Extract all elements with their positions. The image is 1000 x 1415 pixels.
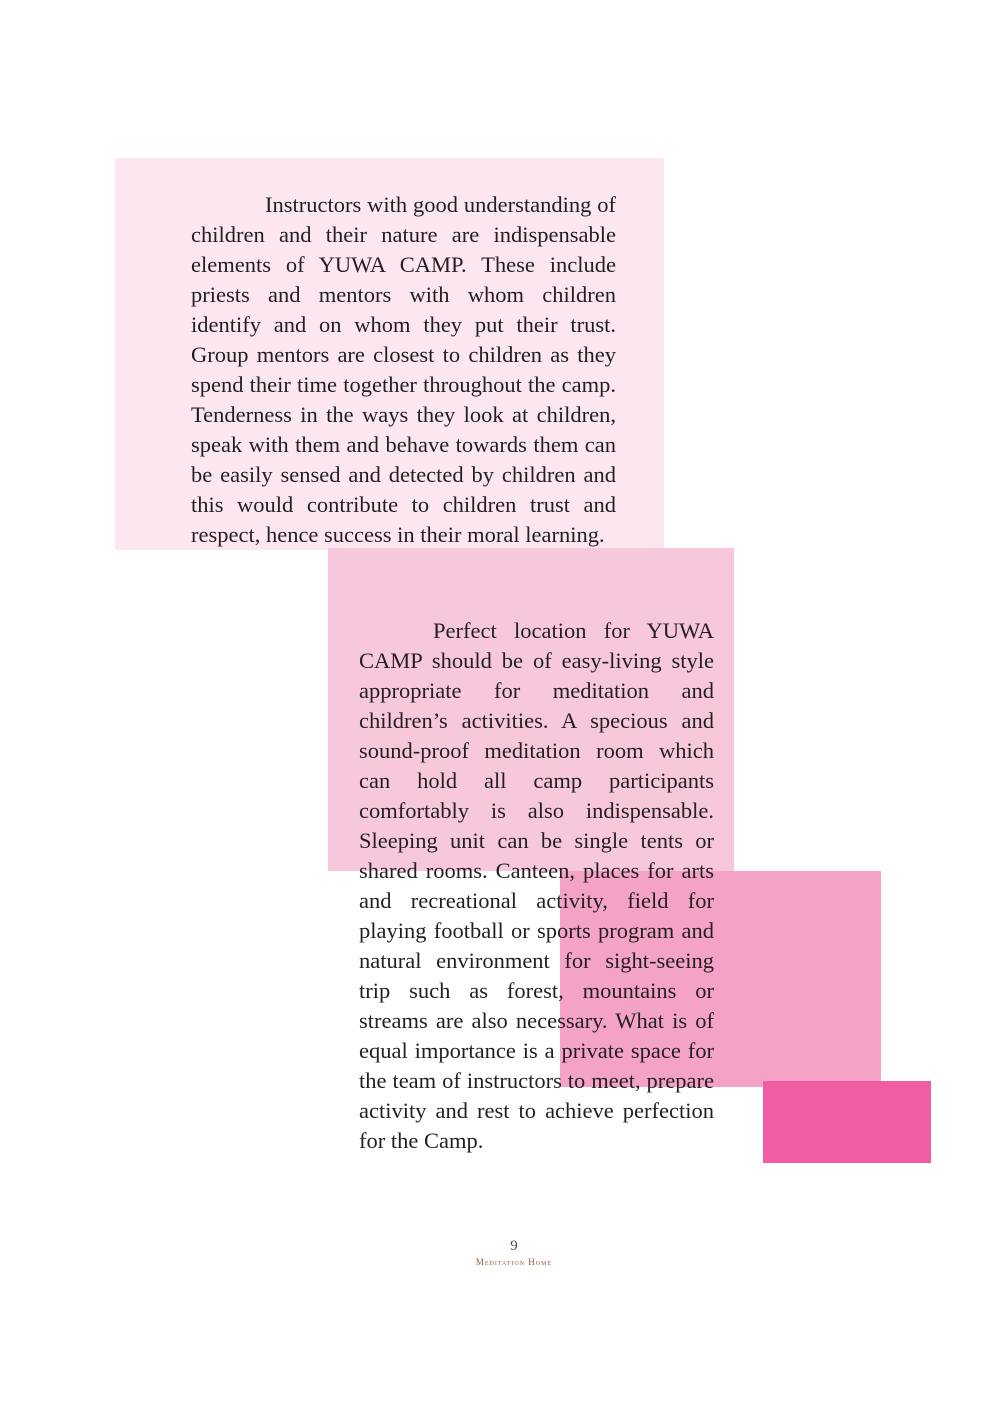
footer-title: Meditation Home bbox=[475, 1257, 553, 1267]
decorative-pink-block-4 bbox=[763, 1081, 931, 1163]
page-number: 9 bbox=[510, 1238, 518, 1254]
paragraph-instructors: Instructors with good understanding of children and their nature are indispensable elements of YUWA CAMP. These include priests and mentors with whom children identify and on whom they put their trust. Group mentors are closest to children as they spend their time together throughout the camp. Tenderness in the ways they look at children, speak with them and behave towards them can be easily sensed and detected by children and this would contribute to children trust and respect, hence success in their moral learning. bbox=[191, 192, 616, 547]
paragraph-location: Perfect location for YUWA CAMP should be of easy-living style appropriate for meditation and children’s activities. A specious and sound-proof meditation room which can hold all camp participants comfortably is also indispensable. Sleeping unit can be single tents or shared rooms. Canteen, places for arts and recreational activity, field for playing football or sports program and natural environment for sight-seeing trip such as forest, mountains or streams are also necessary. What is of equal importance is a private space for the team of instructors to meet, prepare activity and rest to achieve perfection for the Camp. bbox=[359, 618, 714, 1153]
